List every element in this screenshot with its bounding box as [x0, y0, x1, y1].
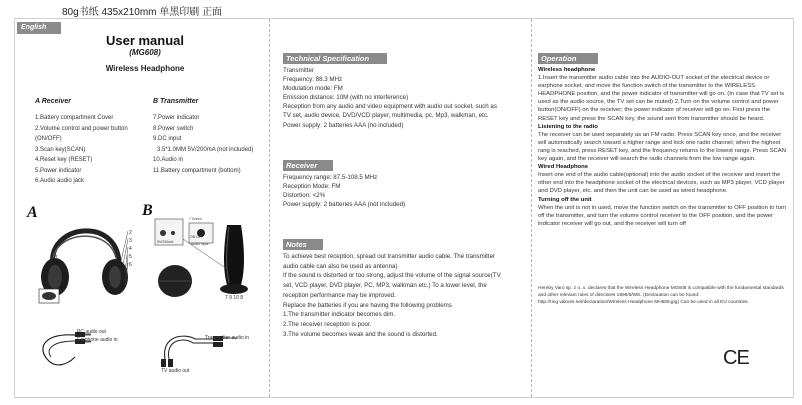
receiver-spec-line: Frequency range: 87.5-108.5 MHz	[283, 174, 378, 181]
cable-label-tv: TV audio out	[161, 368, 190, 374]
fold-line-2	[531, 19, 532, 397]
operation-subheading: Turning off the unit	[538, 196, 592, 203]
spec-line: Modulation mode: FM	[283, 85, 343, 93]
notes-line: 2.The receiver reception is poor.	[283, 320, 372, 328]
spec-line: Emission distance: 10M (with no interference)	[283, 94, 409, 102]
operation-header: Operation	[538, 53, 598, 64]
notes-text	[283, 252, 523, 339]
transmitter-part-item: 7.Power indicator	[153, 115, 200, 121]
spec-line: Power supply: 2 batteries AAA (no included)	[283, 121, 404, 129]
operation-paragraph: Insert one end of the audio cable(optional) into the audio socket of the receiver and insert the other end into the headphone socket of the electrical devices, such as MP3 player, VCD player and DVD player, etc. and then the unit can be used as wired headphone.	[538, 172, 785, 195]
figure-a-callout: 1	[55, 255, 58, 261]
receiver-parts-list	[35, 113, 155, 187]
cable-label-earphone: Earphone audio in	[77, 337, 118, 343]
spec-line: Reception from any audio and video equipment with audio out socket, such as	[283, 103, 497, 111]
transmitter-illustration	[153, 209, 253, 305]
operation-subheading: Wireless headphone	[538, 67, 596, 73]
figure-b-label-11: 11	[171, 293, 177, 299]
figure-b-detail: 5V/200mA	[157, 240, 174, 244]
operation-subheading: Wired Headphone	[538, 164, 589, 171]
receiver-spec-header: Receiver	[283, 160, 333, 171]
receiver-part-item: (ON/OFF)	[35, 136, 62, 142]
transmitter-part-item: 11.Battery compartment (bottom)	[153, 167, 241, 174]
figure-a-callout: 6	[129, 262, 132, 268]
cable-diagram-right	[155, 325, 265, 371]
headphone-illustration	[37, 205, 133, 305]
language-tab: English	[17, 22, 61, 34]
figure-b-label-7-10-8: 7 9 10 8	[225, 295, 244, 301]
transmitter-part-item: 3.5*1.0MM 5V/200mA (not included)	[157, 146, 254, 153]
model-number: (MG608)	[129, 48, 161, 57]
transmitter-part-item: 10.Audio in	[153, 157, 184, 163]
notes-line: Replace the batteries if you are having the following problems	[283, 301, 452, 309]
notes-line: To achieve best reception, spread out transmitter audio cable. The transmitter	[283, 253, 496, 260]
notes-line: audio cable can also be used as antenna)	[283, 262, 398, 270]
receiver-part-item: 5.Power indicator	[35, 167, 82, 174]
notes-line: reception performance may be improved.	[283, 291, 396, 299]
operation-text	[538, 66, 788, 228]
figure-a-callout: 3	[129, 238, 132, 244]
receiver-part-item: 3.Scan key(SCAN)	[35, 146, 86, 153]
receiver-spec-line: Reception Mode: FM	[283, 183, 341, 191]
product-subtitle: Wireless Headphone	[105, 64, 185, 73]
figure-a-letter: A	[27, 204, 38, 221]
manual-title: User manual	[105, 33, 185, 48]
cable-label-pc: PC audio out	[77, 329, 106, 335]
spec-line: Transmitter	[283, 67, 315, 74]
notes-line: If the sound is distorted or too strong, adjust the volume of the signal source(TV	[283, 272, 501, 280]
tech-spec-text	[283, 66, 523, 130]
notes-header: Notes	[283, 239, 323, 250]
receiver-spec-line: Power supply: 2 batteries AAA (not included)	[283, 201, 406, 209]
transmitter-part-item: 9.DC input	[153, 136, 182, 142]
figure-b-detail: Audio input	[191, 242, 209, 246]
receiver-part-item: 4.Reset key (RESET)	[35, 157, 93, 163]
receiver-spec-line: Distortion: <2%	[283, 192, 326, 200]
spec-line: TV set, audio device, DVD/VCD player, multimedia, pc, Mp3, walkman, etc.	[283, 112, 489, 120]
operation-paragraph: When the unit is not in used, move the function switch on the transmitter to OFF position to turn off the transmitter, and turn the volume control receiver to the OFF position, and the power indicator receiver will go out, and the receiver will turn off	[538, 204, 787, 227]
figure-a-callout: 5	[129, 254, 132, 260]
ce-mark: CE	[723, 347, 749, 369]
receiver-spec-text	[283, 173, 523, 209]
spec-line: Frequency: 88.3 MHz	[283, 76, 343, 84]
figure-b-letter: B	[142, 202, 153, 219]
figure-b-detail: ON OFF	[190, 235, 204, 239]
operation-paragraph: The receiver can be used separately as an FM radio. Press SCAN key once, and the receiver will automatically search toward a higher range and lock one radio channel; when the highest rang is reached, press RESET key, and the frequency returns to the lowest range. Press SCAN key again, and the receiver will search the radio channels from the low range again.	[538, 131, 786, 163]
notes-line: 3.The volume becomes weak and the sound is distorted.	[283, 330, 438, 338]
figure-a-callout: 4	[129, 246, 132, 252]
figure-a-callout: 2	[129, 230, 132, 236]
transmitter-part-item: 8.Power switch	[153, 125, 194, 132]
notes-line: set, VCD player, DVD player, PC, MP3, walkman etc.) To a lower level, the	[283, 282, 487, 290]
transmitter-parts-list	[153, 113, 265, 176]
receiver-heading: A Receiver	[35, 98, 71, 105]
notes-line: 1.The transmitter indicator becomes dim.	[283, 311, 396, 319]
operation-paragraph: 1.Insert the transmitter audio cable into the AUDIO-OUT socket of the electrical device or earphone socket, and move the function switch of the transmitter to the WIRELESS HEADPHONE position, and the power indicator of transmitter will go on. (In case that TV set is used as the audio source, the TV set can be muted) 2.Turn on the volume control and power button(ON/OFF) on the receiver; the power indicator of receiver will go on. First press the RESET key and press the SCAN key, the sound sent from transmitter should be heard.	[538, 75, 785, 122]
conformity-declaration: Hereby Varo sp. z o. o. declares that the Wireless Headphone MG608 is compatible with the fundamental standards and other relevant rules of directives 1999/5/WE. (Declaration can be found: http://ring.vakoss.net/declaration/Wireless Headphone MH608.jpg) Can be used in all EU countries.	[538, 286, 784, 305]
receiver-part-item: 2.Volume control and power button	[35, 125, 128, 132]
print-spec-note: 80g书纸 435x210mm 单黑印刷 正面	[62, 7, 223, 18]
fold-line-1	[269, 19, 270, 397]
transmitter-heading: B Transmitter	[153, 98, 199, 105]
manual-sheet	[14, 18, 794, 398]
cable-label-transmitter: Transmitter audio in	[205, 335, 249, 341]
receiver-part-item: 6.Audio audio jack	[35, 178, 85, 184]
tech-spec-header: Technical Specification	[283, 53, 387, 64]
operation-subheading: Listening to the radio	[538, 123, 598, 130]
figure-b-detail: 7 Green	[189, 217, 202, 221]
receiver-part-item: 1.Battery compartment Cover	[35, 115, 114, 121]
